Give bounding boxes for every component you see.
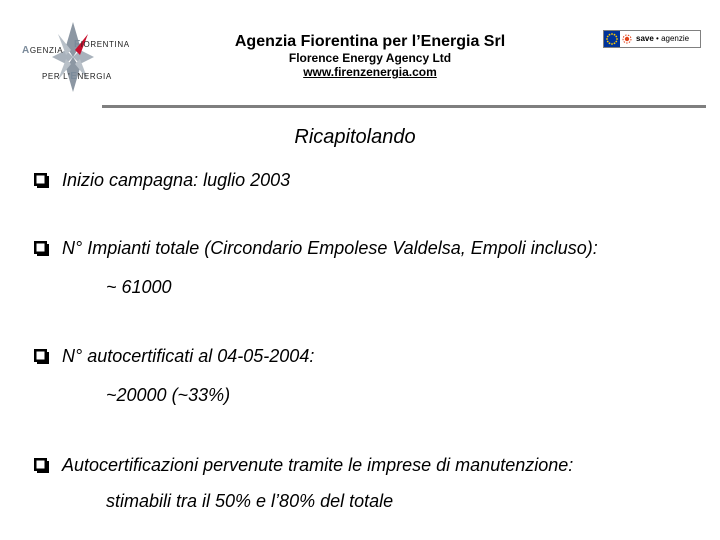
save-logo-text: save • agenzie — [636, 34, 690, 43]
eu-flag-icon — [604, 31, 620, 47]
header-text-block — [160, 33, 580, 79]
bullet-2-detail: ~ 61000 — [106, 277, 172, 297]
logo-word-energia: PER L'ENERGIA — [42, 71, 112, 82]
bullet-4-text: Autocertificazioni pervenute tramite le imprese di manutenzione: — [62, 455, 574, 475]
agency-website-link[interactable]: www.firenzenergia.com — [303, 65, 437, 79]
logo-word-fiorentina: FIORENTINA — [74, 39, 130, 50]
agency-subtitle: Florence Energy Agency Ltd — [288, 51, 452, 65]
agency-logo — [16, 20, 128, 94]
hollow-square-bullet-icon — [34, 241, 49, 256]
header-divider — [102, 105, 706, 108]
agency-compass-logo-icon — [16, 20, 128, 94]
hollow-square-bullet-icon — [34, 173, 49, 188]
hollow-square-bullet-icon — [34, 349, 49, 364]
agency-title: Agenzia Fiorentina per l’Energia Srl — [234, 33, 506, 50]
bullet-4-detail: stimabili tra il 50% e l’80% del totale — [106, 491, 394, 511]
save-agenzie-logo — [603, 30, 701, 48]
hollow-square-bullet-icon — [34, 458, 49, 473]
save-sun-icon — [620, 31, 634, 47]
bullet-3-detail: ~20000 (~33%) — [106, 385, 231, 405]
bullet-1-text: Inizio campagna: luglio 2003 — [62, 170, 291, 190]
slide-heading: Ricapitolando — [294, 126, 416, 148]
bullet-3-text: N° autocertificati al 04-05-2004: — [62, 346, 315, 366]
bullet-2-text: N° Impianti totale (Circondario Empolese Valdelsa, Empoli incluso): — [62, 238, 598, 258]
logo-word-agenzia: AGENZIA — [22, 45, 64, 56]
